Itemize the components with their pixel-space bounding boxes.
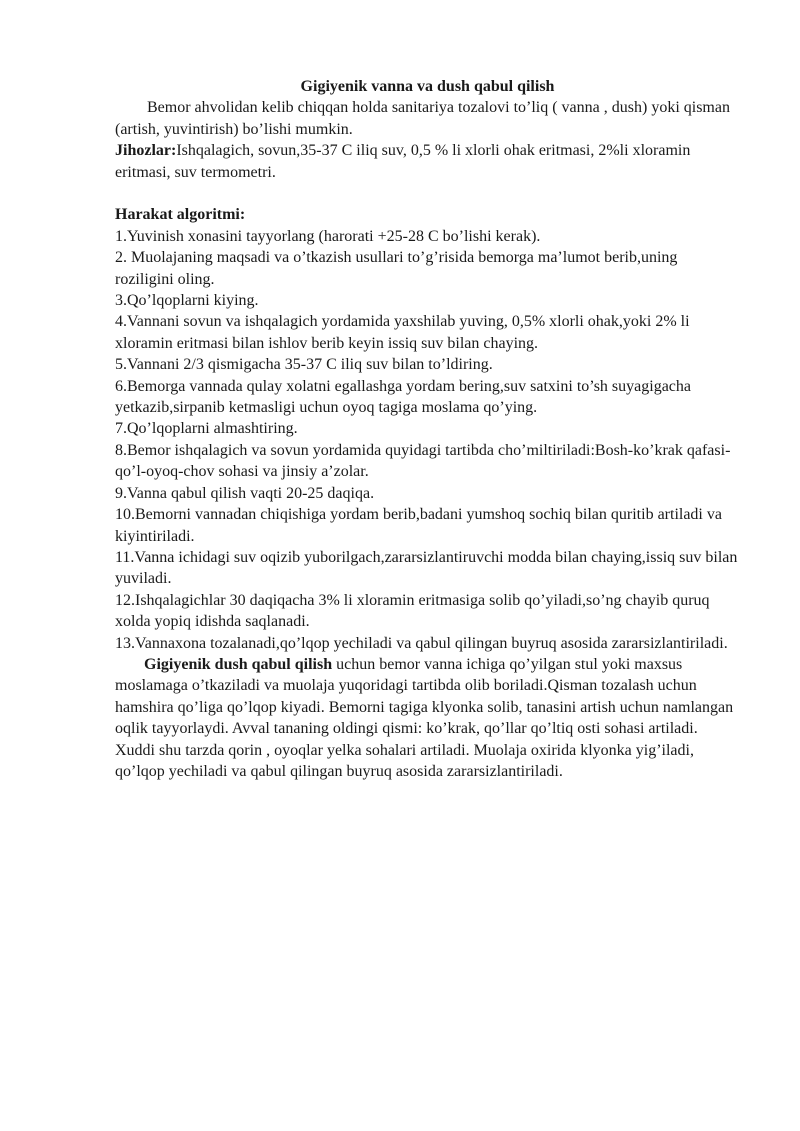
algorithm-heading-text: Harakat algoritmi: bbox=[115, 206, 246, 224]
equipment-text: Ishqalagich, sovun,35-37 C iliq suv, 0,5 % li xlorli ohak eritmasi, 2%li xloramin eritmasi, suv termometri. bbox=[115, 142, 691, 181]
algorithm-step: 3.Qo’lqoplarni kiying. bbox=[115, 292, 259, 310]
algorithm-step: 13.Vannaxona tozalanadi,qo’lqop yechiladi va qabul qilingan buyruq asosida zararsizlantiriladi. bbox=[115, 634, 728, 652]
shower-text: uchun bemor vanna ichiga qo’yilgan stul yoki maxsus moslamaga o’tkaziladi va muolaja yuqoridagi tartibda olib boriladi.Qisman tozalash uchun hamshira qo’liga qo’lqop kiyadi. Bemorni tagiga klyonka solib, tanasini artish uchun namlangan oqlik tayyorlaydi. Avval tananing oldingi qismi: ko’krak, qo’llar qo’ltiq osti sohasi artiladi. Xuddi shu tarzda qorin , oyoqlar yelka sohalari artiladi. Muolaja oxirida klyonka yig’iladi, qo’lqop yechiladi va qabul qilingan buyruq asosida zararsizlantiriladi. bbox=[115, 655, 734, 780]
algorithm-step: 8.Bemor ishqalagich va sovun yordamida quyidagi tartibda cho’miltiriladi:Bosh-ko’krak qafasi-qo’l-oyoq-chov sohasi va jinsiy a’zolar. bbox=[115, 441, 731, 481]
algorithm-step: 11.Vanna ichidagi suv oqizib yuborilgach,zararsizlantiruvchi modda bilan chaying,issiq suv bilan yuviladi. bbox=[115, 548, 738, 588]
intro-paragraph: Bemor ahvolidan kelib chiqqan holda sanitariya tozalovi to’liq ( vanna , dush) yoki qisman (artish, yuvintirish) bo’lishi mumkin. bbox=[115, 99, 730, 138]
document-title: Gigiyenik vanna va dush qabul qilish bbox=[300, 78, 555, 95]
algorithm-step: 5.Vannani 2/3 qismigacha 35-37 C iliq suv bilan to’ldiring. bbox=[115, 356, 493, 374]
algorithm-heading bbox=[115, 204, 740, 225]
algorithm-step: 2. Muolajaning maqsadi va o’tkazish usullari to’g’risida bemorga ma’lumot berib,uning roziligini oling. bbox=[115, 249, 678, 288]
algorithm-step: 1.Yuvinish xonasini tayyorlang (harorati +25-28 C bo’lishi kerak). bbox=[115, 227, 541, 245]
document-page bbox=[115, 76, 740, 782]
shower-bold-lead: Gigiyenik dush qabul qilish bbox=[144, 655, 333, 673]
algorithm-step: 6.Bemorga vannada qulay xolatni egallashga yordam bering,suv satxini to’sh suyagigacha yetkazib,sirpanib ketmasligi uchun oyoq tagiga moslama qo’ying. bbox=[115, 377, 692, 417]
algorithm-step: 10.Bemorni vannadan chiqishiga yordam berib,badani yumshoq sochiq bilan quritib artiladi va kiyintiriladi. bbox=[115, 506, 722, 545]
equipment-label: Jihozlar: bbox=[115, 142, 177, 160]
algorithm-step: 7.Qo’lqoplarni almashtiring. bbox=[115, 420, 298, 438]
equipment-paragraph bbox=[115, 140, 740, 183]
shower-paragraph bbox=[115, 654, 740, 782]
blank-line bbox=[115, 183, 740, 204]
algorithm-step: 4.Vannani sovun va ishqalagich yordamida yaxshilab yuving, 0,5% xlorli ohak,yoki 2% li xloramin eritmasi bilan ishlov berib keyin issiq suv bilan chaying. bbox=[115, 313, 690, 352]
algorithm-step: 9.Vanna qabul qilish vaqti 20-25 daqiqa. bbox=[115, 484, 375, 502]
algorithm-step: 12.Ishqalagichlar 30 daqiqacha 3% li xloramin eritmasiga solib qo’yiladi,so’ng chayib quruq xolda yopiq idishda saqlanadi. bbox=[115, 591, 710, 631]
